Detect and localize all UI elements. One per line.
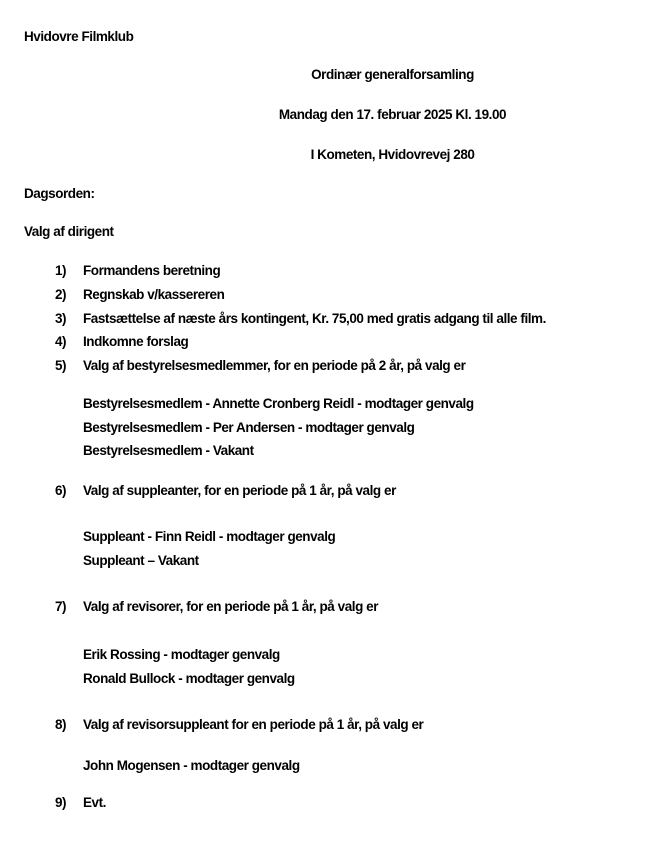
club-name: Hvidovre Filmklub xyxy=(24,29,134,44)
item-number: 8) xyxy=(55,717,67,732)
meeting-location: I Kometen, Hvidovrevej 280 xyxy=(310,147,475,162)
meeting-date: Mandag den 17. februar 2025 Kl. 19.00 xyxy=(278,107,507,122)
item-text: Regnskab v/kassereren xyxy=(83,287,225,302)
item-number: 5) xyxy=(55,358,67,373)
agenda-preamble: Valg af dirigent xyxy=(24,224,114,239)
item-number: 7) xyxy=(55,599,67,614)
candidate-line: John Mogensen - modtager genvalg xyxy=(83,758,300,773)
item-number: 3) xyxy=(55,311,67,326)
item-number: 4) xyxy=(55,334,67,349)
item-number: 9) xyxy=(55,795,67,810)
candidate-line: Bestyrelsesmedlem - Vakant xyxy=(83,443,254,458)
candidate-line: Ronald Bullock - modtager genvalg xyxy=(83,671,295,686)
item-text: Evt. xyxy=(83,795,106,810)
item-text: Formandens beretning xyxy=(83,263,221,278)
item-number: 2) xyxy=(55,287,67,302)
item-text: Valg af bestyrelsesmedlemmer, for en periode på 2 år, på valg er xyxy=(83,358,466,373)
candidate-line: Erik Rossing - modtager genvalg xyxy=(83,647,280,662)
item-text: Valg af suppleanter, for en periode på 1 år, på valg er xyxy=(83,483,396,498)
item-number: 1) xyxy=(55,263,67,278)
candidate-line: Bestyrelsesmedlem - Per Andersen - modtager genvalg xyxy=(83,420,415,435)
agenda-label: Dagsorden: xyxy=(24,186,95,201)
item-number: 6) xyxy=(55,483,67,498)
item-text: Valg af revisorsuppleant for en periode på 1 år, på valg er xyxy=(83,717,424,732)
item-text: Indkomne forslag xyxy=(83,334,189,349)
item-text: Valg af revisorer, for en periode på 1 år, på valg er xyxy=(83,599,379,614)
candidate-line: Bestyrelsesmedlem - Annette Cronberg Reidl - modtager genvalg xyxy=(83,396,474,411)
candidate-line: Suppleant - Finn Reidl - modtager genvalg xyxy=(83,529,336,544)
meeting-heading: Ordinær generalforsamling xyxy=(311,67,474,82)
item-text: Fastsættelse af næste års kontingent, Kr. 75,00 med gratis adgang til alle film. xyxy=(83,311,546,326)
candidate-line: Suppleant – Vakant xyxy=(83,553,199,568)
